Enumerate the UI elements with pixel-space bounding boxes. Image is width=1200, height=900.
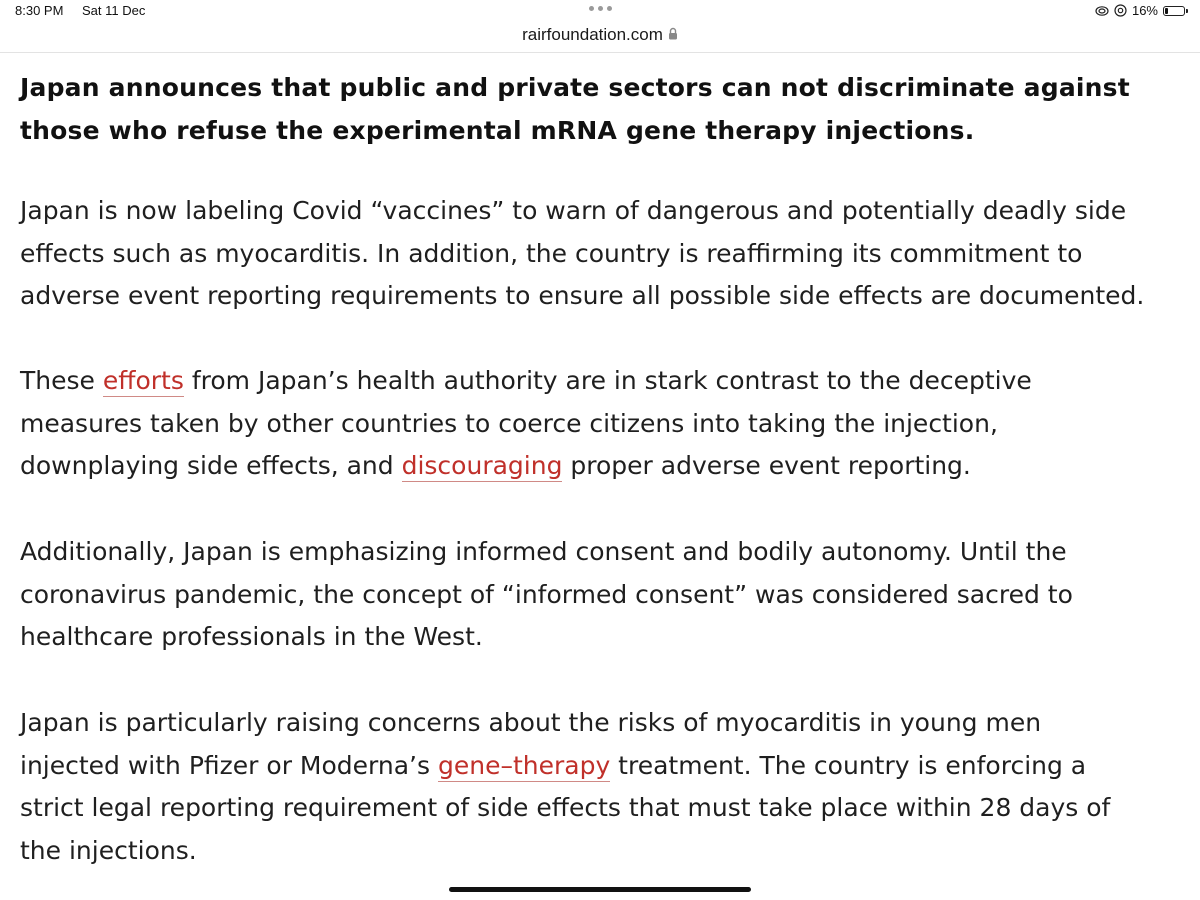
paragraph-line: effects such as myocarditis. In addition, the country is reaffirming its commitment to (20, 238, 1083, 268)
article-headline: Japan announces that public and private sectors can not discriminate against those who refuse the experimental mRNA gene therapy injections. (20, 73, 1130, 145)
paragraph-labeling (20, 190, 1144, 318)
paragraph-line: Japan is particularly raising concerns about the risks of myocarditis in young men (20, 708, 1042, 737)
paragraph-efforts (20, 360, 1032, 488)
paragraph-line: healthcare professionals in the West. (20, 622, 483, 651)
multitasking-dots-icon[interactable] (589, 6, 612, 11)
text-span: injected with Pfizer or Moderna’s (20, 750, 438, 780)
paragraph-line: the injections. (20, 835, 197, 865)
address-bar[interactable] (0, 20, 1200, 50)
efforts-link[interactable]: efforts (102, 366, 184, 395)
paragraph-line: Additionally, Japan is emphasizing informed consent and bodily autonomy. Until the (20, 537, 1067, 566)
status-indicators (1095, 3, 1188, 18)
battery-icon (1163, 6, 1185, 16)
battery-percent: 16% (1131, 3, 1158, 18)
status-time: 8:30 PM (15, 3, 64, 18)
paragraph-line (20, 445, 1032, 488)
home-indicator[interactable] (449, 887, 751, 892)
text-span: from Japan’s health authority are in stark contrast to the deceptive (183, 366, 1032, 395)
paragraph-line: measures taken by other countries to coerce citizens into taking the injection, (20, 408, 998, 438)
url-text[interactable]: rairfoundation.com (522, 25, 663, 44)
paragraph-consent (20, 531, 1073, 659)
link-icon (1095, 5, 1109, 17)
paragraph-line (20, 745, 1110, 788)
text-span: treatment. The country is enforcing a (610, 750, 1087, 780)
paragraph-line: coronavirus pandemic, the concept of “informed consent” was considered sacred to (20, 579, 1073, 609)
text-span: downplaying side effects, and (20, 451, 402, 480)
paragraph-line: strict legal reporting requirement of side effects that must take place within 28 days of (20, 793, 1111, 822)
status-bar (0, 0, 1200, 22)
toolbar-divider (0, 52, 1200, 53)
paragraph-line: adverse event reporting requirements to ensure all possible side effects are documented. (20, 281, 1145, 310)
text-span: proper adverse event reporting. (562, 451, 971, 480)
discouraging-link[interactable]: discouraging (401, 451, 563, 480)
paragraph-line (20, 360, 1032, 403)
article-body (20, 66, 1200, 865)
battery-fill (1165, 8, 1168, 14)
lock-icon (668, 25, 678, 45)
battery-tip (1186, 9, 1188, 13)
paragraph-myocarditis (20, 702, 1110, 872)
text-span: These (20, 366, 103, 395)
paragraph-line: Japan is now labeling Covid “vaccines” to warn of dangerous and potentially deadly side (20, 196, 1127, 225)
at-icon (1114, 4, 1127, 17)
status-date: Sat 11 Dec (82, 3, 146, 18)
gene-therapy-link[interactable]: gene–therapy (437, 750, 611, 780)
